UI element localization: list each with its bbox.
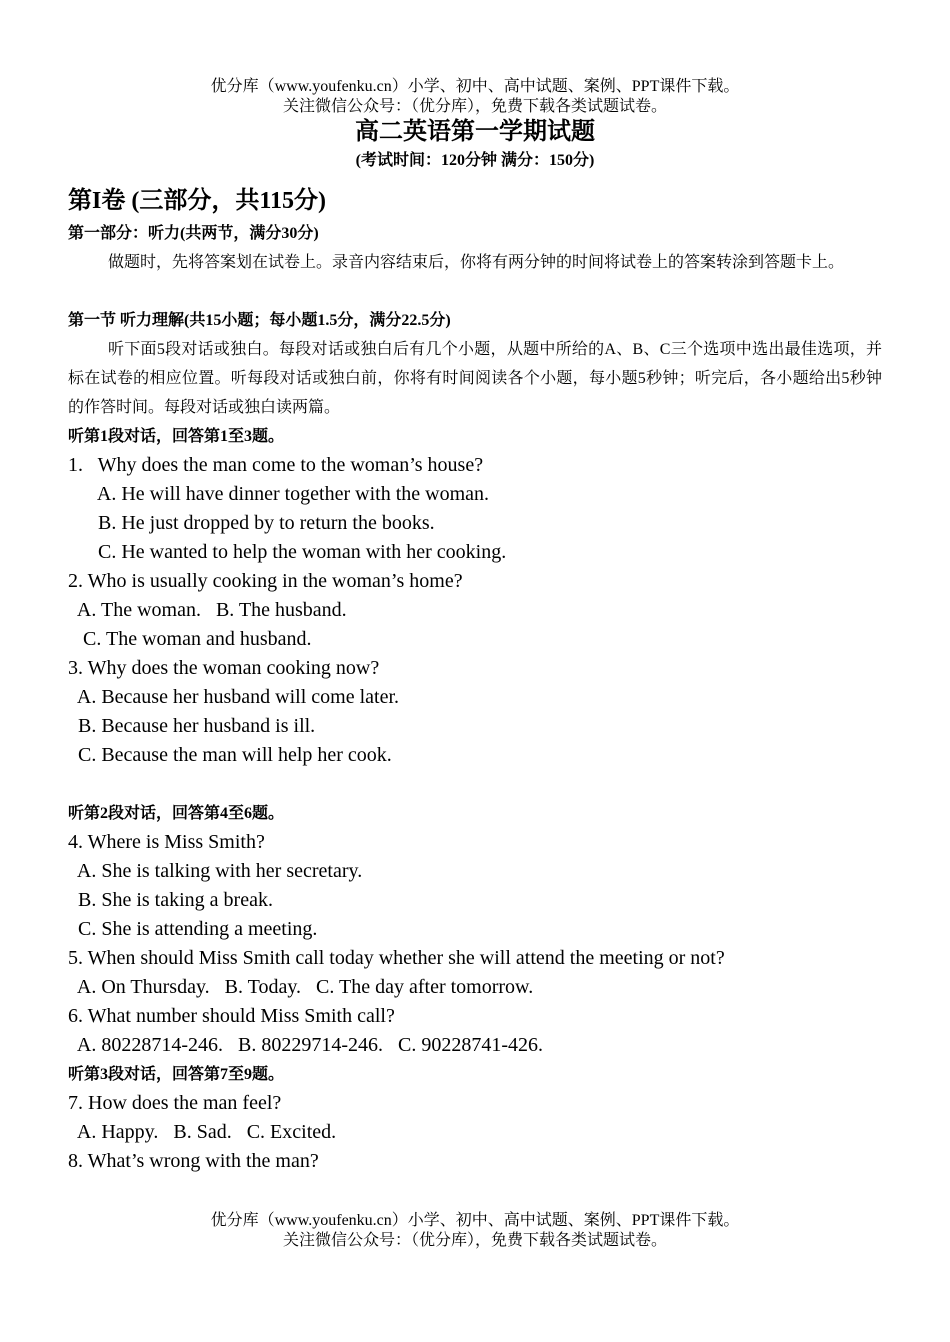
dialogue-block <box>68 770 882 1060</box>
part-title: 第I卷 (三部分，共115分) <box>68 188 326 214</box>
exam-subtitle: (考试时间：120分钟 满分：150分) <box>355 152 595 169</box>
footer-line-2: 关注微信公众号：（优分库），免费下载各类试题试卷。 <box>282 1232 667 1249</box>
exam-content <box>68 183 882 1176</box>
site-header <box>0 77 950 117</box>
question: 8. What’s wrong with the man? <box>68 1150 319 1172</box>
subsection-title: 第一节 听力理解(共15小题；每小题1.5分，满分22.5分) <box>68 312 451 329</box>
answer-options: A. He will have dinner together with the woman. <box>68 483 490 505</box>
question: 5. When should Miss Smith call today whether she will attend the meeting or not? <box>68 947 725 969</box>
section-title: 第一部分：听力(共两节，满分30分) <box>68 225 319 242</box>
answer-options: A. Because her husband will come later. <box>68 686 400 708</box>
dialogue-heading: 听第1段对话，回答第1至3题。 <box>68 428 285 445</box>
dialogue-heading: 听第2段对话，回答第4至6题。 <box>68 805 285 822</box>
answer-options: B. She is taking a break. <box>68 889 273 911</box>
exam-title: 高二英语第一学期试题 <box>355 119 595 145</box>
question: 6. What number should Miss Smith call? <box>68 1005 395 1027</box>
answer-options: C. She is attending a meeting. <box>68 918 318 940</box>
answer-options: C. He wanted to help the woman with her cooking. <box>68 541 507 563</box>
instructions: 做题时，先将答案划在试卷上。录音内容结束后，你将有两分钟的时间将试卷上的答案转涂到答题卡上。 <box>108 254 845 271</box>
answer-options: A. 80228714-246. B. 80229714-246. C. 90228741-426. <box>68 1034 543 1056</box>
answer-options: C. The woman and husband. <box>68 628 312 650</box>
question: 2. Who is usually cooking in the woman’s home? <box>68 570 463 592</box>
site-footer <box>0 1211 950 1251</box>
answer-options: A. She is talking with her secretary. <box>68 860 363 882</box>
dialogue-block <box>68 1060 882 1176</box>
subsection-instructions: 听下面5段对话或独白。每段对话或独白后有几个小题，从题中所给的A、B、C三个选项中选出最佳选项，并标在试卷的相应位置。听每段对话或独白前，你将有时间阅读各个小题，每小题5秒钟；听完后，各小题给出5秒钟的作答时间。每段对话或独白读两篇。 <box>68 341 882 416</box>
answer-options: A. Happy. B. Sad. C. Excited. <box>68 1121 337 1143</box>
question: 4. Where is Miss Smith? <box>68 831 265 853</box>
answer-options: A. On Thursday. B. Today. C. The day after tomorrow. <box>68 976 534 998</box>
answer-options: C. Because the man will help her cook. <box>68 744 392 766</box>
header-line-1: 优分库（www.youfenku.cn）小学、初中、高中试题、案例、PPT课件下载。 <box>210 78 740 95</box>
answer-options: B. Because her husband is ill. <box>68 715 316 737</box>
dialogue-heading: 听第3段对话，回答第7至9题。 <box>68 1066 285 1083</box>
question: 7. How does the man feel? <box>68 1092 282 1114</box>
footer-line-1: 优分库（www.youfenku.cn）小学、初中、高中试题、案例、PPT课件下载。 <box>210 1212 740 1229</box>
question: 3. Why does the woman cooking now? <box>68 657 380 679</box>
dialogue-list <box>68 422 882 1176</box>
answer-options: B. He just dropped by to return the books. <box>68 512 435 534</box>
answer-options: A. The woman. B. The husband. <box>68 599 347 621</box>
dialogue-block <box>68 422 882 770</box>
header-line-2: 关注微信公众号：（优分库），免费下载各类试题试卷。 <box>282 98 667 115</box>
question: 1. Why does the man come to the woman’s house? <box>68 454 484 476</box>
